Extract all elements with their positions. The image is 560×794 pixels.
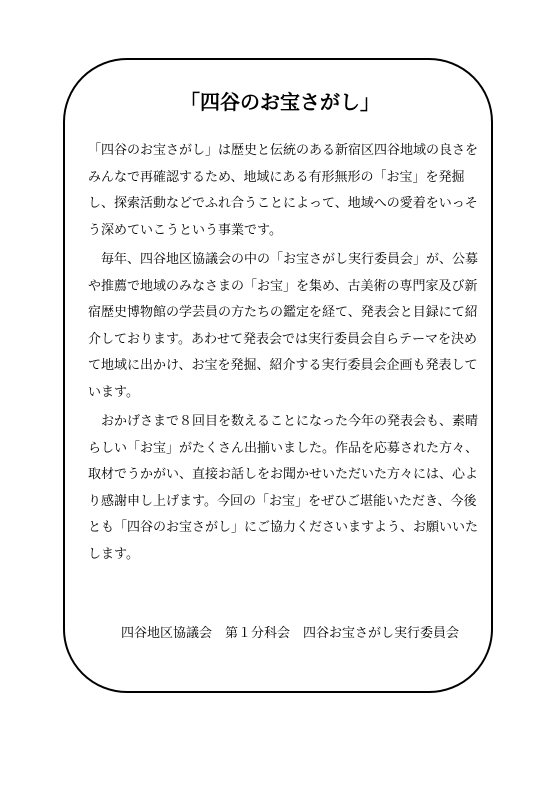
document-body (88, 138, 480, 571)
document-title: 「四谷のお宝さがし」 (180, 90, 380, 114)
paragraph-thanks: おかげさまで８回目を数えることになった今年の発表会も、素晴らしい「お宝」がたくさん出揃いました。作品を応募された方々、取材でうかがい、直接お話しをお聞かせいただいた方々には、心より感謝申し上げます。今回の「お宝」をぜひご堪能いただき、今後とも「四谷のお宝さがし」にご協力くださいますよう、お願いいたします。 (88, 414, 479, 562)
paragraph-intro: 「四谷のお宝さがし」は歴史と伝統のある新宿区四谷地域の良さをみんなで再確認するため、地域にある有形無形の「お宝」を発掘し、探索活動などでふれ合うことによって、地域への愛着をいっそう深めていこうという事業です。 (88, 143, 479, 238)
paragraph-activities: 毎年、四谷地区協議会の中の「お宝さがし実行委員会」が、公募や推薦で地域のみなさまの「お宝」を集め、古美術の専門家及び新宿歴史博物館の学芸員の方たちの鑑定を経て、発表会と目録にて紹介しております。あわせて発表会では実行委員会自らテーマを決めて地域に出かけ、お宝を発掘、紹介する実行委員会企画も発表しています。 (88, 252, 479, 400)
signature-line: 四谷地区協議会 第１分科会 四谷お宝さがし実行委員会 (120, 626, 459, 641)
